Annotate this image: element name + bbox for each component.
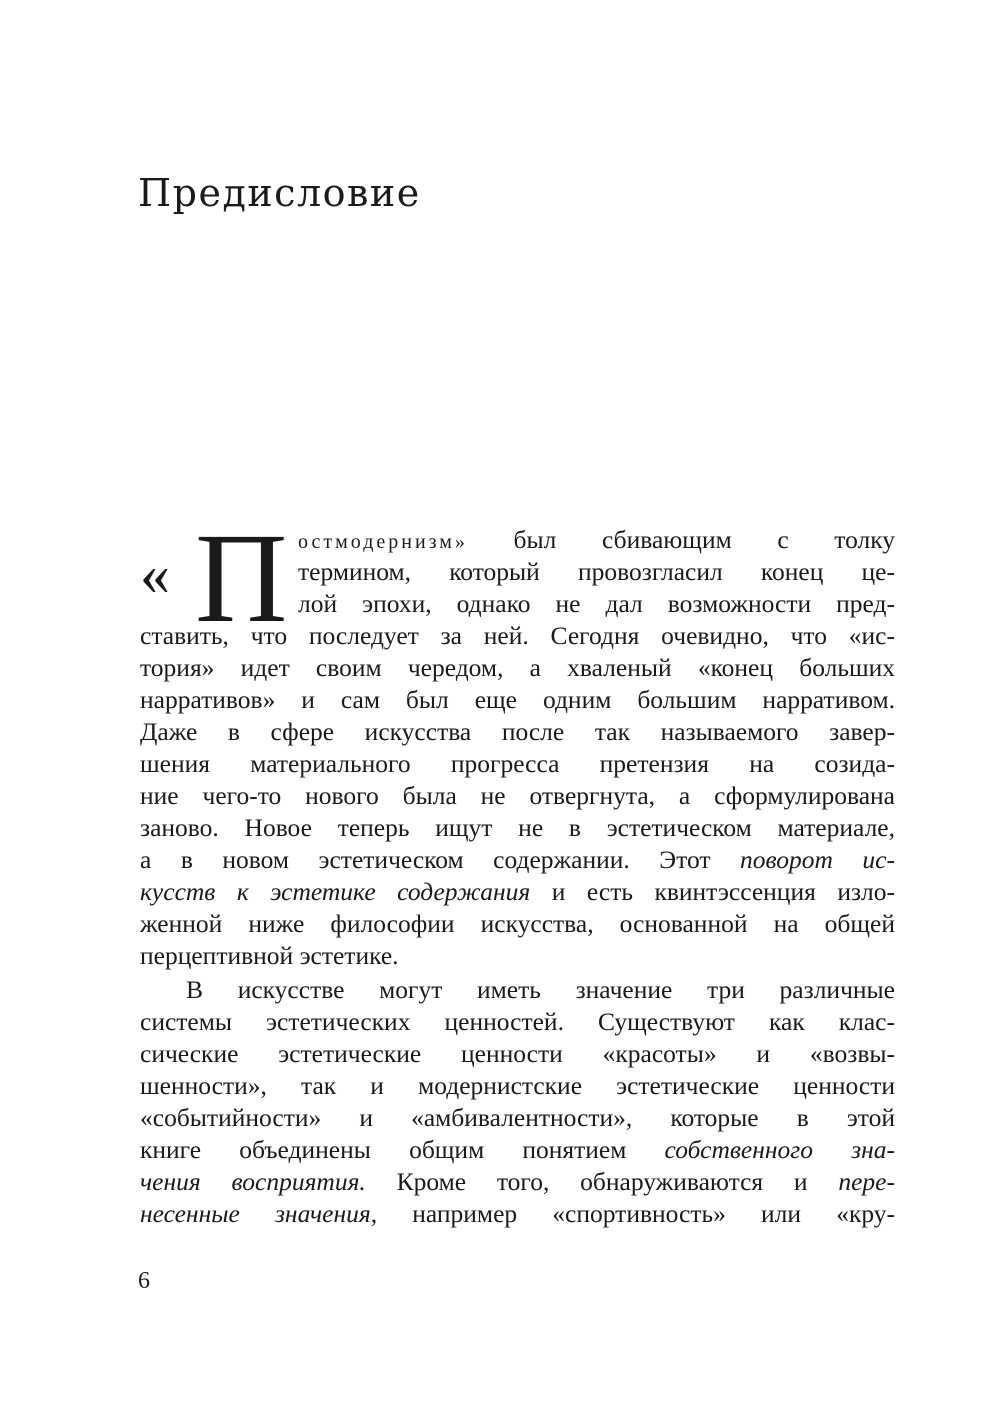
text-line: а в новом эстетическом содержании. Этот поворот ис- — [140, 845, 895, 874]
text-line: В искусстве могут иметь значение три различные — [186, 975, 895, 1004]
page-number: 6 — [138, 1268, 150, 1294]
text-line: ние чего-то нового была не отвергнута, а сформулирована — [140, 781, 895, 810]
text-line: лой эпохи, однако не дал возможности пред- — [298, 589, 895, 618]
dropcap-letter: П — [195, 507, 288, 649]
text-line: остмодернизм» был сбивающим с толку — [298, 525, 895, 554]
text-line: тория» идет своим чередом, а хваленый «конец больших — [140, 653, 895, 682]
text-line: шенности», так и модернистские эстетические ценности — [140, 1071, 895, 1100]
text-line: чения восприятия. Кроме того, обнаруживаются и пере- — [140, 1167, 895, 1196]
page-title: Предисловие — [138, 171, 421, 215]
text-line: «событийности» и «амбивалентности», которые в этой — [140, 1103, 895, 1132]
text-line: несенные значения, например «спортивность» или «кру- — [140, 1199, 895, 1228]
text-line: перцептивной эстетике. — [140, 941, 399, 970]
text-line: шения материального прогресса претензия на созида- — [140, 749, 895, 778]
text-line: книге объединены общим понятием собственного зна- — [140, 1135, 896, 1164]
text-line: Даже в сфере искусства после так называемого завер- — [140, 717, 895, 746]
text-line: нарративов» и сам был еще одним большим нарративом. — [140, 685, 895, 714]
text-line: термином, который провозгласил конец це- — [298, 557, 895, 586]
text-line: системы эстетических ценностей. Существуют как клас- — [140, 1007, 895, 1036]
text-line: женной ниже философии искусства, основанной на общей — [140, 909, 895, 938]
text-line: ставить, что последует за ней. Сегодня очевидно, что «ис- — [140, 621, 895, 650]
dropcap-quote: « — [140, 541, 170, 607]
text-line: заново. Новое теперь ищут не в эстетическом материале, — [140, 813, 895, 842]
text-line: сические эстетические ценности «красоты» и «возвы- — [140, 1039, 895, 1068]
text-line: кусств к эстетике содержания и есть квинтэссенция изло- — [140, 877, 896, 906]
